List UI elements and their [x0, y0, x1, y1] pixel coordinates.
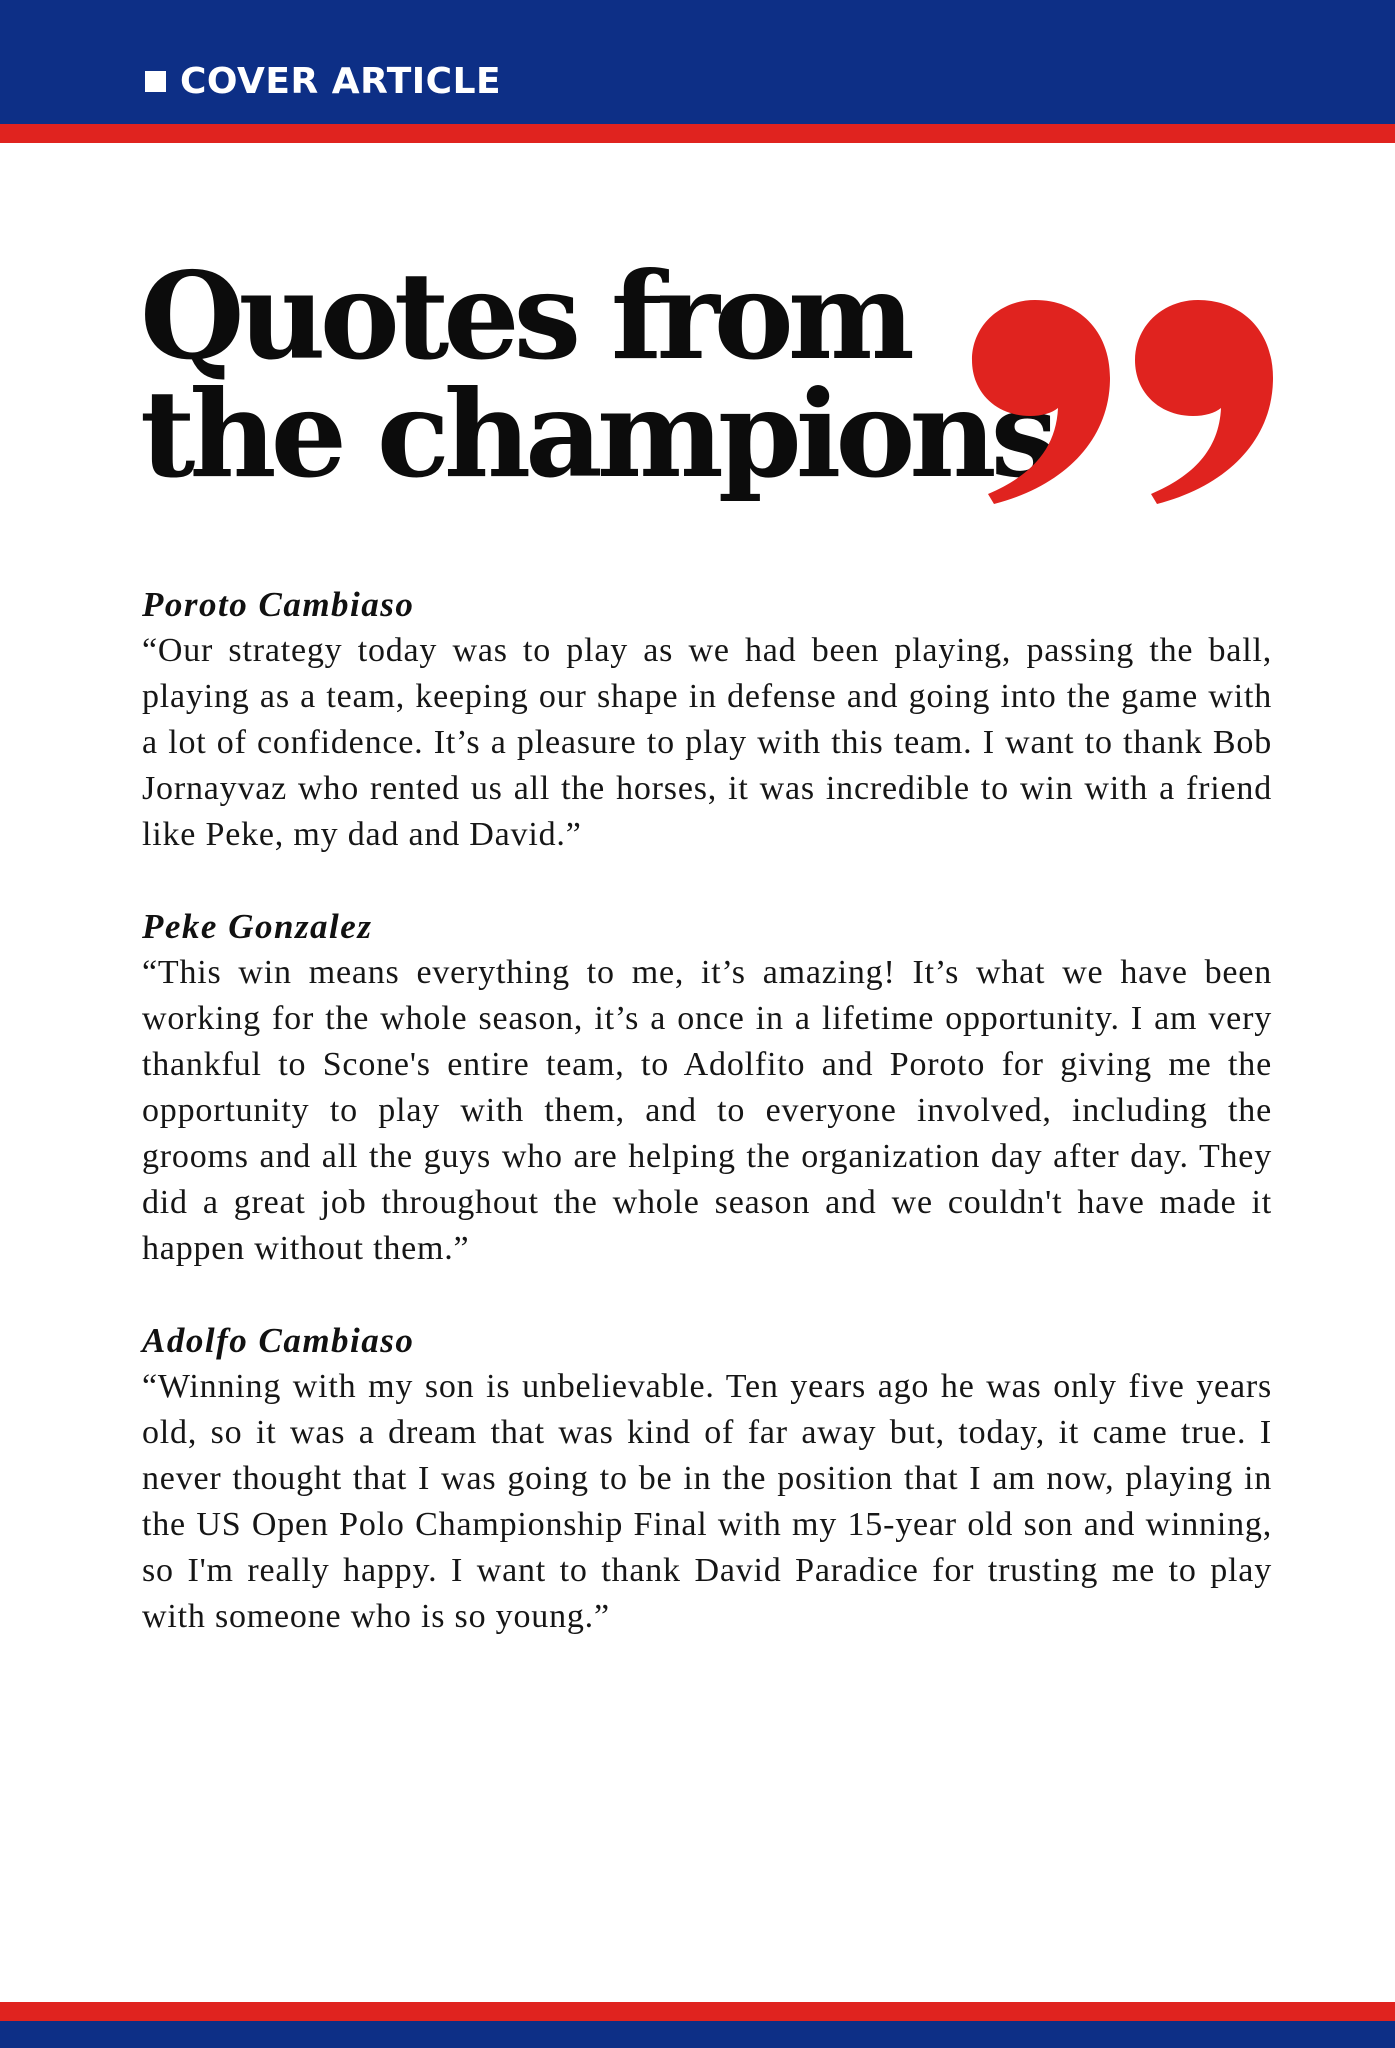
footer-red-stripe — [0, 2002, 1395, 2021]
section-label-text: COVER ARTICLE — [180, 60, 502, 102]
quote-author: Adolfo Cambiaso — [142, 1321, 415, 1360]
title-line-2: the champions — [140, 364, 1053, 505]
footer-band — [0, 2021, 1395, 2048]
header-red-stripe — [0, 124, 1395, 143]
closing-quote-icon — [960, 290, 1280, 510]
quote-author: Peke Gonzalez — [142, 907, 373, 946]
quote-block-adolfo — [142, 1318, 1272, 1640]
square-bullet-icon — [145, 71, 166, 92]
quote-block-poroto — [142, 582, 1272, 858]
section-label — [145, 58, 501, 104]
quote-block-peke — [142, 904, 1272, 1272]
quote-author: Poroto Cambiaso — [142, 585, 415, 624]
quote-text: “This win means everything to me, it’s amazing! It’s what we have been working for the whole season, it’s a once in a lifetime opportunity. I am very thankful to Scone's entire team, to Adolfito and Poroto for giving me the opportunity to play with them, and to everyone involved, including the grooms and all the guys who are helping the organization day after day. They did a great job throughout the whole season and we couldn't have made it happen without them.” — [142, 954, 1272, 1267]
quotes-list — [142, 582, 1272, 1686]
page-title — [140, 246, 1053, 505]
quote-text: “Winning with my son is unbelievable. Ten years ago he was only five years old, so it was a dream that was kind of far away but, today, it came true. I never thought that I was going to be in the position that I am now, playing in the US Open Polo Championship Final with my 15-year old son and winning, so I'm really happy. I want to thank David Paradice for trusting me to play with someone who is so young.” — [142, 1368, 1272, 1635]
title-line-1: Quotes from — [140, 246, 909, 387]
quote-text: “Our strategy today was to play as we had been playing, passing the ball, playing as a team, keeping our shape in defense and going into the game with a lot of confidence. It’s a pleasure to play with this team. I want to thank Bob Jornayvaz who rented us all the horses, it was incredible to win with a friend like Peke, my dad and David.” — [142, 632, 1272, 853]
